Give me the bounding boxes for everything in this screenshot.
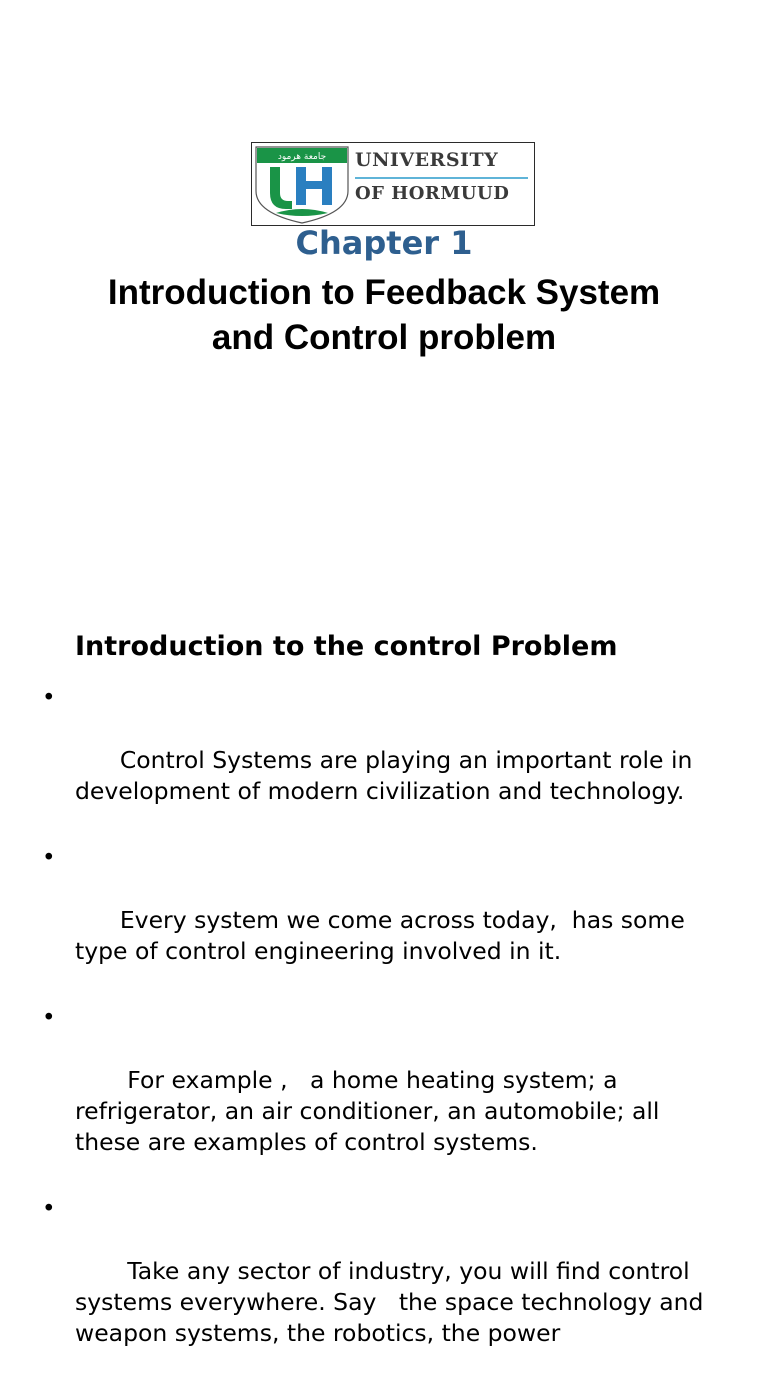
bullet-icon: • [42, 1005, 56, 1031]
logo-divider [355, 177, 528, 179]
bullet-text: Take any sector of industry, you will find control systems everywhere. Say the space technology and weapon systems, the robotics, the power [75, 1257, 711, 1347]
list-item [0, 1003, 768, 1189]
bullet-text: Control Systems are playing an important role in development of modern civilization and technology. [75, 746, 700, 805]
bullet-icon: • [42, 1196, 56, 1222]
bullet-text: For example , a home heating system; a refrigerator, an air conditioner, an automobile; all these are examples of control systems. [75, 1066, 667, 1156]
logo-arabic-text: جامعة هرمود [277, 152, 327, 162]
title-line-2: and Control problem [211, 318, 557, 357]
section-heading: Introduction to the control Problem [75, 631, 618, 662]
chapter-label: Chapter 1 [295, 224, 473, 262]
bullet-list [0, 683, 768, 1385]
bullet-icon: • [42, 845, 56, 871]
list-item [0, 843, 768, 998]
title-line-1: Introduction to Feedback System [107, 273, 661, 312]
bullet-icon: • [42, 685, 56, 711]
list-item [0, 1194, 768, 1380]
logo-text-university: UNIVERSITY [355, 149, 499, 171]
bullet-text: Every system we come across today, has some type of control engineering involved in it. [75, 906, 693, 965]
university-crest-icon [252, 143, 352, 225]
list-item [0, 683, 768, 838]
document-title [40, 270, 728, 360]
logo-text-hormuud: OF HORMUUD [355, 183, 510, 204]
university-logo [251, 142, 535, 226]
